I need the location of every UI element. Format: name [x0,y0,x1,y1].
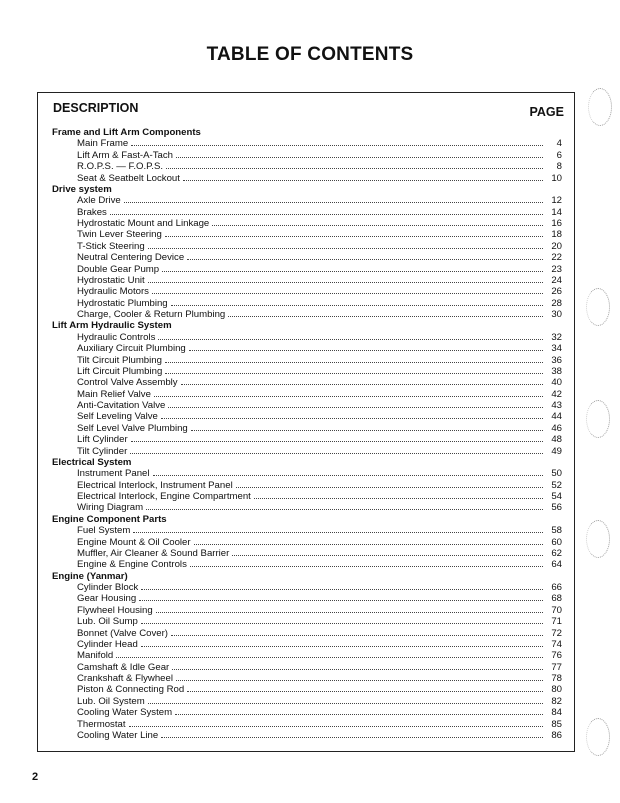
dot-leader [141,616,543,624]
toc-entry-label: Tilt Circuit Plumbing [77,354,162,366]
toc-entry [52,218,562,229]
dot-leader [254,491,543,499]
toc-entry [52,355,562,366]
toc-entry-page: 84 [551,707,562,719]
dot-leader [156,605,543,613]
dot-leader [161,411,543,419]
dot-leader [130,446,543,454]
dot-leader [129,719,543,727]
toc-entry [52,434,562,445]
toc-entry-label: Tilt Cylinder [77,445,128,457]
toc-entry [52,161,562,172]
dot-leader [172,662,543,670]
toc-entry-page: 6 [556,149,562,161]
description-header: DESCRIPTION [53,101,139,115]
toc-entry [52,241,562,252]
dot-leader [116,650,543,658]
toc-entry-label: Control Valve Assembly [77,377,178,389]
toc-entry [52,343,562,354]
toc-entry [52,286,562,297]
contents-box [37,92,575,752]
toc-entry [52,298,562,309]
toc-entry-page: 77 [551,661,562,673]
toc-entry [52,468,562,479]
dot-leader [171,628,543,636]
toc-entry-label: Neutral Centering Device [77,252,185,264]
toc-entry [52,275,562,286]
toc-entry [52,502,562,513]
toc-entry-label: Hydrostatic Plumbing [77,297,168,309]
toc-entry-page: 40 [551,377,562,389]
toc-entry [52,662,562,673]
toc-entry [52,400,562,411]
toc-entry-label: Hydrostatic Mount and Linkage [77,218,210,229]
toc-entry-label: Crankshaft & Flywheel [77,673,173,684]
toc-entry-label: Cooling Water System [77,707,173,719]
toc-entry-label: R.O.P.S. — F.O.P.S. [77,161,164,173]
dot-leader [236,480,543,488]
toc-entry-page: 34 [551,343,562,355]
toc-entry-page: 82 [551,695,562,707]
toc-entry [52,730,562,741]
toc-entry-label: Flywheel Housing [77,604,153,616]
punch-hole-mark [586,400,610,438]
dot-leader [153,468,543,476]
dot-leader [158,332,543,340]
toc-entry-label: Hydraulic Controls [77,331,156,343]
toc-entry-label: Thermostat [77,718,126,730]
toc-entry [52,719,562,730]
toc-entry-page: 8 [556,161,562,173]
toc-entry-page: 72 [551,627,562,639]
toc-entry-label: Bonnet (Valve Cover) [77,627,169,639]
toc-section-heading: Lift Arm Hydraulic System [52,320,172,332]
toc-entry [52,639,562,650]
toc-entry [52,548,562,559]
dot-leader [141,582,543,590]
dot-leader [168,400,543,408]
dot-leader [162,264,543,272]
toc-entry [52,411,562,422]
toc-entry-label: Lift Cylinder [77,434,128,446]
toc-entry-page: 4 [556,138,562,150]
toc-entry [52,616,562,627]
dot-leader [148,275,543,283]
toc-entry-label: Self Leveling Valve [77,411,158,423]
dot-leader [232,548,543,556]
toc-entry [52,673,562,684]
toc-entry [52,684,562,695]
toc-entry [52,264,562,275]
toc-entry-label: Brakes [77,206,107,218]
toc-entry-label: Gear Housing [77,593,137,605]
toc-entry-page: 62 [551,547,562,559]
toc-entry-page: 76 [551,650,562,662]
page-title: TABLE OF CONTENTS [206,44,414,65]
dot-leader [194,537,543,545]
toc-section-heading: Frame and Lift Arm Components [52,127,201,138]
dot-leader [110,207,543,215]
dot-leader [187,252,543,260]
toc-entry [52,423,562,434]
toc-entry-page: 46 [551,422,562,434]
dot-leader [189,343,543,351]
toc-entry-label: Main Relief Valve [77,388,151,400]
toc-entry-page: 22 [551,252,562,264]
toc-entry-page: 85 [551,718,562,730]
toc-entry-page: 12 [551,195,562,207]
punch-hole-mark [586,520,610,558]
dot-leader [171,298,543,306]
dot-leader [183,173,543,181]
toc-entry [52,150,562,161]
toc-entry-label: Fuel System [77,525,131,537]
toc-entry-page: 60 [551,536,562,548]
toc-entry-page: 36 [551,354,562,366]
dot-leader [165,229,543,237]
toc-entry [52,707,562,718]
toc-entry-label: Lub. Oil Sump [77,616,138,628]
toc-section-heading: Drive system [52,183,112,195]
toc-entry-label: Engine & Engine Controls [77,559,187,571]
toc-entry-page: 24 [551,274,562,286]
toc-entry-label: Manifold [77,650,114,662]
toc-entry-label: Cooling Water Line [77,729,159,741]
toc-entry-page: 44 [551,411,562,423]
punch-hole-mark [586,718,610,756]
toc-entry-label: Electrical Interlock, Engine Compartment [77,491,251,502]
toc-entry-label: Muffler, Air Cleaner & Sound Barrier [77,547,230,559]
toc-entry-label: Anti-Cavitation Valve [77,400,166,411]
toc-entry [52,696,562,707]
dot-leader [154,389,543,397]
toc-entry [52,377,562,388]
toc-entry-page: 43 [551,400,562,411]
toc-entry-label: Lift Circuit Plumbing [77,365,163,377]
toc-entry-page: 70 [551,604,562,616]
dot-leader [148,696,543,704]
toc-entry [52,195,562,206]
toc-entry-page: 66 [551,582,562,593]
dot-leader [228,309,543,317]
dot-leader [165,355,543,363]
toc-entry-page: 71 [551,616,562,628]
toc-entry-label: Seat & Seatbelt Lockout [77,172,180,184]
toc-entry [52,650,562,661]
toc-entry-page: 80 [551,684,562,696]
toc-entry [52,173,562,184]
punch-hole-mark [588,88,612,126]
toc-entry-page: 28 [551,297,562,309]
toc-entry [52,446,562,457]
toc-entry-page: 18 [551,229,562,241]
toc-entry-label: Main Frame [77,138,129,150]
dot-leader [176,673,543,681]
toc-entry [52,366,562,377]
toc-entry [52,628,562,639]
punch-hole-mark [586,288,610,326]
toc-entry-label: Electrical Interlock, Instrument Panel [77,479,233,491]
dot-leader [152,286,543,294]
toc-entry-label: Lift Arm & Fast-A-Tach [77,149,173,161]
dot-leader [166,161,543,169]
toc-entry-page: 14 [551,206,562,218]
dot-leader [212,218,543,226]
dot-leader [124,195,543,203]
toc-entry [52,537,562,548]
toc-entry-page: 86 [551,729,562,741]
dot-leader [181,377,543,385]
dot-leader [190,559,543,567]
toc-entry-label: Hydrostatic Unit [77,274,145,286]
toc-entry-label: Double Gear Pump [77,263,160,275]
toc-entry-page: 23 [551,263,562,275]
dot-leader [187,684,543,692]
toc-entry-label: Wiring Diagram [77,502,144,514]
toc-entry-page: 30 [551,309,562,320]
toc-entry-label: Camshaft & Idle Gear [77,661,170,673]
toc-list [52,127,562,741]
toc-entry [52,389,562,400]
toc-entry-page: 74 [551,638,562,650]
toc-entry-label: Self Level Valve Plumbing [77,422,188,434]
toc-entry-page: 50 [551,468,562,480]
toc-entry-page: 64 [551,559,562,571]
toc-section-heading: Engine Component Parts [52,513,167,525]
dot-leader [175,707,543,715]
dot-leader [141,639,543,647]
toc-entry [52,252,562,263]
toc-entry-label: Cylinder Head [77,638,138,650]
dot-leader [131,138,543,146]
toc-entry-label: Charge, Cooler & Return Plumbing [77,309,226,320]
toc-entry [52,525,562,536]
dot-leader [148,241,543,249]
toc-entry-page: 32 [551,331,562,343]
toc-entry-label: T-Stick Steering [77,240,145,252]
toc-entry [52,207,562,218]
page-number: 2 [32,771,39,783]
toc-entry-page: 49 [551,445,562,457]
toc-entry [52,582,562,593]
toc-entry-page: 56 [551,502,562,514]
toc-entry [52,480,562,491]
toc-entry-label: Lub. Oil System [77,695,145,707]
toc-entry-label: Twin Lever Steering [77,229,162,241]
dot-leader [133,525,543,533]
toc-entry-label: Auxiliary Circuit Plumbing [77,343,186,355]
dot-leader [139,593,543,601]
toc-entry-page: 20 [551,240,562,252]
toc-entry-page: 16 [551,218,562,229]
toc-entry-label: Cylinder Block [77,582,139,593]
toc-entry-label: Engine Mount & Oil Cooler [77,536,191,548]
toc-entry-page: 58 [551,525,562,537]
dot-leader [146,502,543,510]
toc-entry [52,309,562,320]
dot-leader [176,150,543,158]
toc-entry-page: 26 [551,286,562,298]
toc-entry-page: 68 [551,593,562,605]
toc-section-heading: Engine (Yanmar) [52,570,128,582]
toc-entry-page: 54 [551,491,562,502]
dot-leader [161,730,543,738]
toc-entry-page: 38 [551,365,562,377]
toc-entry-page: 48 [551,434,562,446]
dot-leader [165,366,543,374]
toc-entry-page: 42 [551,388,562,400]
toc-entry [52,229,562,240]
toc-entry [52,593,562,604]
toc-entry-label: Instrument Panel [77,468,150,480]
toc-entry-page: 10 [551,172,562,184]
dot-leader [191,423,543,431]
toc-entry [52,559,562,570]
dot-leader [131,434,543,442]
page-header: PAGE [529,105,564,119]
toc-entry-label: Axle Drive [77,195,121,207]
toc-entry-label: Hydraulic Motors [77,286,149,298]
toc-entry-label: Piston & Connecting Rod [77,684,185,696]
toc-entry [52,138,562,149]
toc-entry-page: 78 [551,673,562,684]
toc-entry-page: 52 [551,479,562,491]
toc-entry [52,605,562,616]
toc-entry [52,332,562,343]
toc-entry [52,491,562,502]
toc-section-heading: Electrical System [52,456,132,468]
